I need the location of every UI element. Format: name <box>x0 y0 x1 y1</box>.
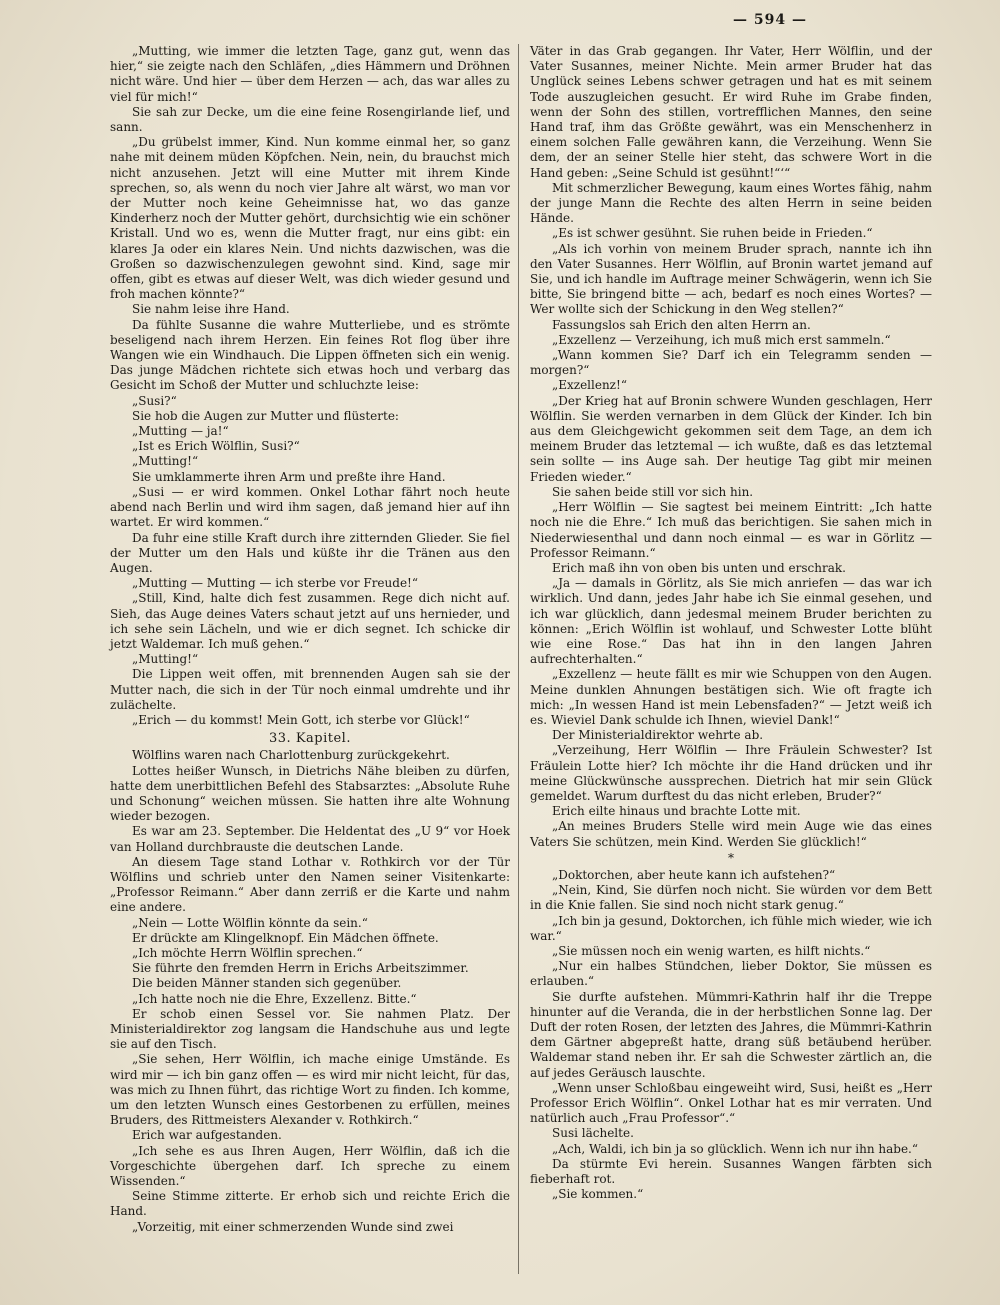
chapter-heading: 33. Kapitel. <box>269 731 351 747</box>
column-divider <box>518 44 519 1274</box>
right-column <box>530 44 932 1202</box>
paragraph: „An meines Bruders Stelle wird mein Auge wie das eines Vaters Sie schützen, mein Kind. Werden Sie glücklich!“ <box>530 819 932 849</box>
paragraph: „Der Krieg hat auf Bronin schwere Wunden geschlagen, Herr Wölflin. Sie werden vernarben in dem Glück der Kinder. Ich bin aus dem Gleichgewicht gekommen seit dem Tage, an dem ich meinem Bruder das letztemal — ich wußte, daß es das letztemal sein sollte — ins Auge sah. Der heutige Tag gibt mir meinen Frieden wieder.“ <box>530 393 932 484</box>
paragraph: Er schob einen Sessel vor. Sie nahmen Platz. Der Ministerialdirektor zog langsam die Handschuhe aus und legte sie auf den Tisch. <box>110 1006 510 1052</box>
paragraph: „Ich bin ja gesund, Doktorchen, ich fühle mich wieder, wie ich war.“ <box>530 913 932 943</box>
paragraph: Erich maß ihn von oben bis unten und erschrak. <box>552 560 846 575</box>
paragraph: „Mutting!“ <box>132 454 199 469</box>
paragraph: Erich eilte hinaus und brachte Lotte mit. <box>552 804 801 819</box>
paragraph: Da fuhr eine stille Kraft durch ihre zitternden Glieder. Sie fiel der Mutter um den Hals und küßte ihr die Tränen aus den Augen. <box>110 530 510 575</box>
paragraph: „Sie müssen noch ein wenig warten, es hilft nichts.“ <box>552 943 871 958</box>
paragraph: „Still, Kind, halte dich fest zusammen. Rege dich nicht auf. Sieh, das Auge deines Vaters schaut jetzt auf uns hernieder, und ich sehe sein Lächeln, und wie er dich segnet. Ich schicke dir jetzt Waldemar. Ich muß gehen.“ <box>110 591 510 651</box>
paragraph: Die beiden Männer standen sich gegenüber. <box>132 976 402 991</box>
paragraph: Mit schmerzlicher Bewegung, kaum eines Wortes fähig, nahm der junge Mann die Rechte des alten Herrn in seine beiden Hände. <box>530 180 932 226</box>
paragraph: Wölflins waren nach Charlottenburg zurückgekehrt. <box>132 748 450 763</box>
paragraph: „Du grübelst immer, Kind. Nun komme einmal her, so ganz nahe mit deinem müden Köpfchen. Nein, nein, du brauchst mich nicht anzusehen. Jetzt will eine Mutter mit ihrem Kinde sprechen, so, als wenn du noch vier Jahre alt wärst, wo man vor der Mutter noch keine Geheimnisse hat, wo das ganze Kinderherz noch der Mutter gehört, durchsichtig wie ein schöner Kristall. Und wo es, wenn die Mutter fragt, nur eins gibt: ein klares Ja oder ein klares Nein. Und nichts dazwischen, was die Großen so dazwischenzulegen gewohnt sind. Kind, sage mir offen, gibt es etwas auf dieser Welt, was dich wieder gesund und froh machen könnte?“ <box>110 135 510 302</box>
paragraph: „Verzeihung, Herr Wölflin — Ihre Fräulein Schwester? Ist Fräulein Lotte hier? Ich möchte ihr die Hand drücken und ihr meine Glückwünsche aussprechen. Dietrich hat mir sein Glück gemeldet. Warum durftest du das nicht erleben, Bruder?“ <box>530 743 932 803</box>
paragraph: Da fühlte Susanne die wahre Mutterliebe, und es strömte beseligend nach ihrem Herzen. Ein feines Rot flog über ihre Wangen wie ein Windhauch. Die Lippen öffneten sich ein wenig. Das junge Mädchen richtete sich etwas hoch und verbarg das Gesicht im Schoß der Mutter und schluchzte leise: <box>110 317 510 393</box>
paragraph: „Ist es Erich Wölflin, Susi?“ <box>132 439 300 454</box>
paragraph: Sie führte den fremden Herrn in Erichs Arbeitszimmer. <box>132 961 469 976</box>
paragraph: An diesem Tage stand Lothar v. Rothkirch vor der Tür Wölflins und schrieb unter den Namen seiner Visitenkarte: „Professor Reimann.“ Aber dann zerriß er die Karte und nahm eine andere. <box>110 854 510 915</box>
paragraph: Sie durfte aufstehen. Mümmri-Kathrin half ihr die Treppe hinunter auf die Veranda, die in der herbstlichen Sonne lag. Der Duft der roten Rosen, der letzten des Jahres, die Mümmri-Kathrin dem Gärtner abgepreßt hatte, drang süß betäubend herüber. Waldemar stand neben ihr. Er sah die Schwester zärtlich an, die auf jedes Geräusch lauschte. <box>530 989 932 1080</box>
paragraph: Er drückte am Klingelknopf. Ein Mädchen öffnete. <box>132 930 439 945</box>
paragraph: „Mutting — ja!“ <box>132 424 229 439</box>
paragraph: Fassungslos sah Erich den alten Herrn an. <box>552 317 811 332</box>
paragraph: „Vorzeitig, mit einer schmerzenden Wunde sind zwei <box>132 1219 454 1234</box>
paragraph: „Wann kommen Sie? Darf ich ein Telegramm senden — morgen?“ <box>530 348 932 378</box>
paragraph: „Mutting — Mutting — ich sterbe vor Freude!“ <box>132 576 418 591</box>
paragraph: Sie nahm leise ihre Hand. <box>132 302 290 317</box>
paragraph: „Susi — er wird kommen. Onkel Lothar fährt noch heute abend nach Berlin und wird ihm sagen, daß jemand hier auf ihn wartet. Er wird kommen.“ <box>110 484 510 530</box>
paragraph: „Ja — damals in Görlitz, als Sie mich anriefen — das war ich wirklich. Und dann, jedes Jahr habe ich Sie einmal gesehen, und ich war glücklich, dann jedesmal meinem Bruder berichten zu können: „Erich Wölflin ist wohlauf, und Schwester Lotte blüht wie eine Rose.“ Das hat ihn in den langen Jahren aufrechterhalten.“ <box>530 576 932 667</box>
paragraph: „Herr Wölflin — Sie sagtest bei meinem Eintritt: „Ich hatte noch nie die Ehre.“ Ich muß das berichtigen. Sie sahen mich in Niederwiesenthal und dann noch einmal — es war in Görlitz — Professor Reimann.“ <box>530 500 932 560</box>
paragraph: Lottes heißer Wunsch, in Dietrichs Nähe bleiben zu dürfen, hatte dem unerbittlichen Befehl des Stabsarztes: „Absolute Ruhe und Schonung“ weichen müssen. Sie hatten ihre alte Wohnung wieder bezogen. <box>110 763 510 824</box>
paragraph: „Mutting, wie immer die letzten Tage, ganz gut, wenn das hier,“ sie zeigte nach den Schläfen, „dies Hämmern und Dröhnen nicht wäre. Und hier — über dem Herzen — ach, das war alles zu viel für mich!“ <box>110 44 510 104</box>
paragraph: „Nein — Lotte Wölflin könnte da sein.“ <box>132 915 368 930</box>
paragraph: „Als ich vorhin von meinem Bruder sprach, nannte ich ihn den Vater Susannes. Herr Wölflin, auf Bronin wartet jemand auf Sie, und ich handle im Auftrage meiner Schwägerin, wenn ich Sie bitte, Sie bringend bitte — ach, bedarf es noch eines Wortes? — Wer wollte sich der Schickung in den Weg stellen?“ <box>530 241 932 317</box>
paragraph: Sie umklammerte ihren Arm und preßte ihre Hand. <box>132 469 446 484</box>
paragraph: Die Lippen weit offen, mit brennenden Augen sah sie der Mutter nach, die sich in der Tür noch einmal umdrehte und ihr zulächelte. <box>110 667 510 712</box>
paragraph: „Ach, Waldi, ich bin ja so glücklich. Wenn ich nur ihn habe.“ <box>552 1141 918 1156</box>
paragraph: Susi lächelte. <box>552 1126 634 1141</box>
paragraph: „Exzellenz!“ <box>552 378 627 393</box>
paragraph: „Ich hatte noch nie die Ehre, Exzellenz. Bitte.“ <box>132 991 417 1006</box>
left-column <box>110 44 510 1235</box>
paragraph: „Erich — du kommst! Mein Gott, ich sterbe vor Glück!“ <box>132 712 470 727</box>
paragraph: Erich war aufgestanden. <box>132 1128 282 1143</box>
paragraph: Sie sahen beide still vor sich hin. <box>552 484 754 499</box>
page-number: — 594 — <box>733 12 807 28</box>
paragraph: „Exzellenz — Verzeihung, ich muß mich erst sammeln.“ <box>552 332 891 347</box>
paragraph: „Sie sehen, Herr Wölflin, ich mache einige Umstände. Es wird mir — ich bin ganz offen — es wird mir nicht leicht, für das, was mich zu Ihnen führt, das richtige Wort zu finden. Ich komme, um den letzten Wunsch eines Gestorbenen zu erfüllen, meines Bruders, des Rittmeisters Alexander v. Rothkirch.“ <box>110 1052 510 1128</box>
paragraph: Sie hob die Augen zur Mutter und flüsterte: <box>132 408 399 423</box>
section-separator: * <box>728 850 734 865</box>
paragraph: „Sie kommen.“ <box>552 1187 644 1202</box>
paragraph: „Susi?“ <box>132 393 177 408</box>
paragraph: Väter in das Grab gegangen. Ihr Vater, Herr Wölflin, und der Vater Susannes, meiner Nichte. Mein armer Bruder hat das Unglück seines Lebens schwer getragen und hat es mit seinem Tode auszugleichen gesucht. Er wird Ruhe im Grabe finden, wenn der Sohn des stillen, vortrefflichen Mannes, den seine Hand traf, ihm das Größte gewährt, was ein Menschenherz in einem solchen Falle gewähren kann, die Verzeihung. Wenn Sie dem, der an seiner Stelle hier steht, das schwere Wort in die Hand geben: „Seine Schuld ist gesühnt!“‘“ <box>530 44 932 180</box>
paragraph: „Exzellenz — heute fällt es mir wie Schuppen von den Augen. Meine dunklen Ahnungen bestätigen sich. Wie oft fragte ich mich: „In wessen Hand ist mein Lebensfaden?“ — Jetzt weiß ich es. Wieviel Dank schulde ich Ihnen, wieviel Dank!“ <box>530 667 932 727</box>
paragraph: „Es ist schwer gesühnt. Sie ruhen beide in Frieden.“ <box>552 226 873 241</box>
paragraph: „Doktorchen, aber heute kann ich aufstehen?“ <box>552 867 836 882</box>
paragraph: Es war am 23. September. Die Heldentat des „U 9“ vor Hoek van Holland durchbrauste die deutschen Lande. <box>110 824 510 854</box>
paragraph: „Nur ein halbes Stündchen, lieber Doktor, Sie müssen es erlauben.“ <box>530 959 932 989</box>
paragraph: „Ich sehe es aus Ihren Augen, Herr Wölflin, daß ich die Vorgeschichte übergehen darf. Ich spreche zu einem Wissenden.“ <box>110 1143 510 1189</box>
paragraph: „Wenn unser Schloßbau eingeweiht wird, Susi, heißt es „Herr Professor Erich Wölflin“. Onkel Lothar hat es mir verraten. Und natürlich auch „Frau Professor“.“ <box>530 1080 932 1126</box>
paragraph: „Ich möchte Herrn Wölflin sprechen.“ <box>132 945 363 960</box>
paragraph: Sie sah zur Decke, um die eine feine Rosengirlande lief, und sann. <box>110 104 510 135</box>
paragraph: Da stürmte Evi herein. Susannes Wangen färbten sich fieberhaft rot. <box>530 1156 932 1187</box>
paragraph: Seine Stimme zitterte. Er erhob sich und reichte Erich die Hand. <box>110 1189 510 1219</box>
paragraph: „Nein, Kind, Sie dürfen noch nicht. Sie würden vor dem Bett in die Knie fallen. Sie sind noch nicht stark genug.“ <box>530 883 932 913</box>
paragraph: Der Ministerialdirektor wehrte ab. <box>552 728 764 743</box>
paragraph: „Mutting!“ <box>132 652 199 667</box>
